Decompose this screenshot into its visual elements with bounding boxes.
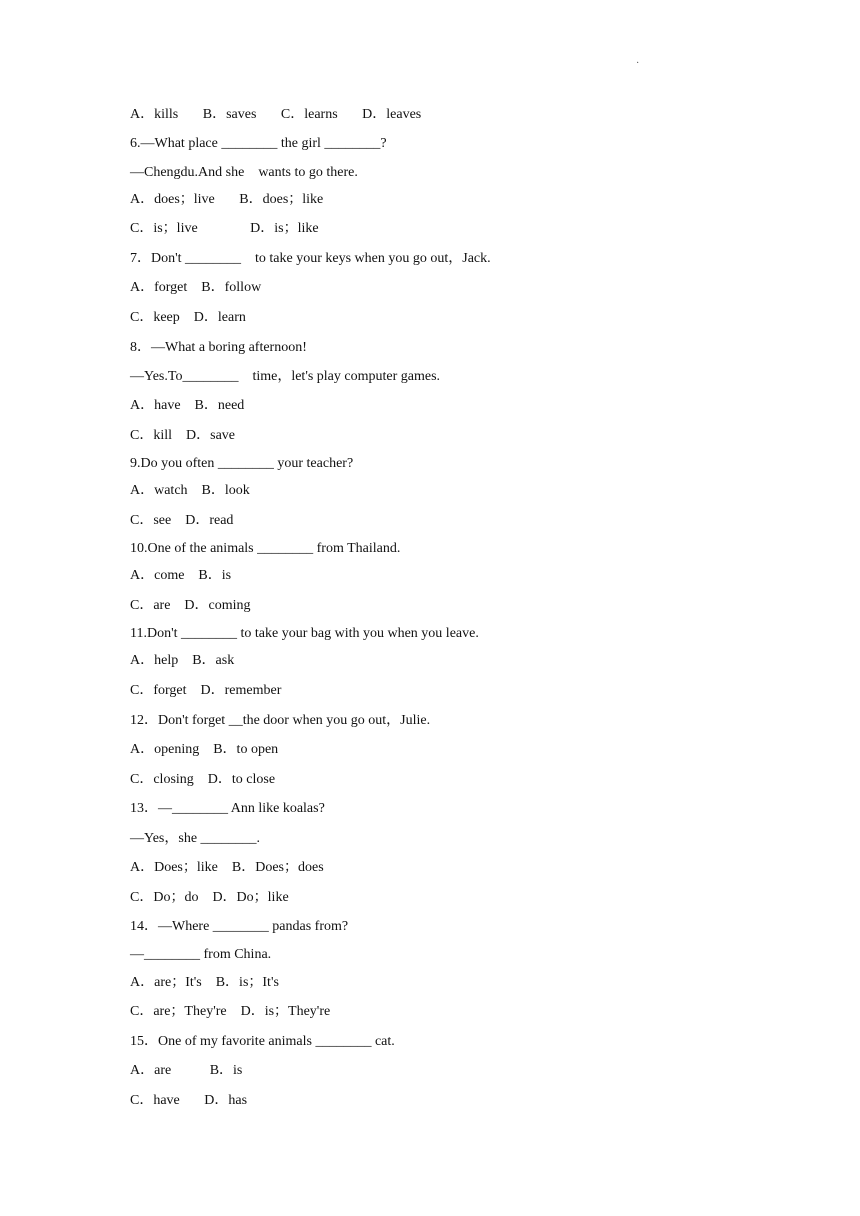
q13-options-cd: C．Do；do D．Do；like <box>130 890 289 905</box>
q8-options-ab: A．have B．need <box>130 398 245 413</box>
q9-options-ab: A．watch B．look <box>130 483 250 498</box>
q12-options-ab: A．opening B．to open <box>130 742 279 757</box>
q9-stem: 9.Do you often ________ your teacher? <box>130 456 354 471</box>
q12-options-cd: C．closing D．to close <box>130 772 276 787</box>
q14-options-ab: A．are；It's B．is；It's <box>130 975 279 990</box>
q6-options-cd: C．is；live D．is；like <box>130 221 319 236</box>
q9-options-cd: C．see D．read <box>130 513 234 528</box>
q15-stem: 15．One of my favorite animals ________ cat. <box>130 1034 395 1049</box>
q14-options-cd: C．are；They're D．is；They're <box>130 1004 331 1019</box>
q6-options-ab: A．does；live B．does；like <box>130 192 324 207</box>
q5-options: A．kills B．saves C．learns D．leaves <box>130 107 422 122</box>
q13-options-ab: A．Does；like B．Does；does <box>130 860 324 875</box>
q14-reply: —________ from China. <box>130 947 272 962</box>
q6-reply: —Chengdu.And she wants to go there. <box>130 165 358 180</box>
q12-stem: 12．Don't forget __the door when you go out，Julie. <box>130 713 431 728</box>
q15-options-ab: A．are B．is <box>130 1063 243 1078</box>
q10-options-ab: A．come B．is <box>130 568 232 583</box>
q11-options-cd: C．forget D．remember <box>130 683 282 698</box>
page-marker: · <box>636 58 640 69</box>
q8-options-cd: C．kill D．save <box>130 428 235 443</box>
q13-stem: 13．—________ Ann like koalas? <box>130 801 325 816</box>
q11-options-ab: A．help B．ask <box>130 653 235 668</box>
q8-reply: —Yes.To________ time，let's play computer games. <box>130 369 441 384</box>
q13-reply: —Yes，she ________. <box>130 831 261 846</box>
q7-stem: 7．Don't ________ to take your keys when you go out，Jack. <box>130 251 491 266</box>
q15-options-cd: C．have D．has <box>130 1093 248 1108</box>
q7-options-ab: A．forget B．follow <box>130 280 262 295</box>
q10-options-cd: C．are D．coming <box>130 598 251 613</box>
q8-stem: 8．—What a boring afternoon! <box>130 340 307 355</box>
q7-options-cd: C．keep D．learn <box>130 310 246 325</box>
q10-stem: 10.One of the animals ________ from Thailand. <box>130 541 401 556</box>
q6-stem: 6.—What place ________ the girl ________? <box>130 136 387 151</box>
q14-stem: 14．—Where ________ pandas from? <box>130 919 349 934</box>
q11-stem: 11.Don't ________ to take your bag with you when you leave. <box>130 626 479 641</box>
